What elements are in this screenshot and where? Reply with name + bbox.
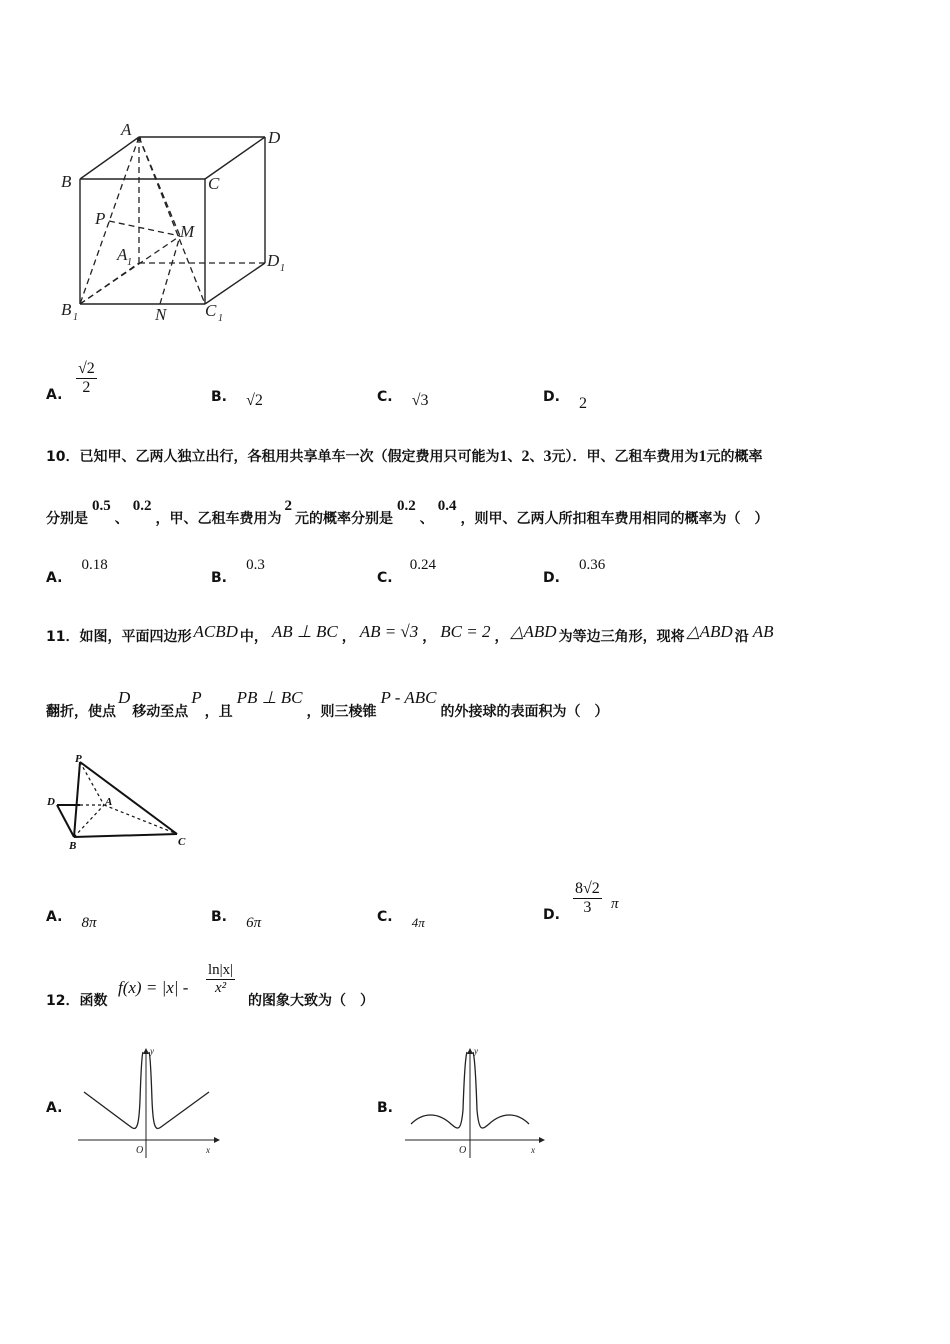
- q11-math-d: D: [118, 688, 131, 707]
- q11-option-d-fraction: [573, 880, 602, 917]
- q11-math-p: P: [191, 688, 202, 707]
- q10-sep-1: 、: [507, 449, 522, 465]
- q11-option-c-value: 4π: [411, 915, 425, 930]
- q9-option-d-label: D.: [543, 389, 560, 405]
- q10-option-c[interactable]: [377, 557, 436, 587]
- q10-option-c-value: 0.24: [409, 557, 436, 573]
- q12-graph-b-origin: O: [459, 1145, 467, 1156]
- q12-graph-b-axis-y: y: [474, 1046, 478, 1056]
- cube-label-m: M: [180, 222, 195, 241]
- q9-option-b[interactable]: [211, 386, 263, 409]
- q10-text-c: 元的概率: [706, 449, 763, 465]
- q11-math-acbd: ACBD: [193, 622, 238, 641]
- q10-option-b-value: 0.3: [246, 557, 265, 573]
- q11-fig-label-c: C: [178, 836, 186, 848]
- q9-option-c-label: C.: [377, 389, 393, 405]
- q11-fig-label-b: B: [69, 840, 77, 852]
- cube-label-a: A: [121, 120, 132, 139]
- q9-option-b-label: B.: [211, 389, 227, 405]
- q11-l2-d: ，则三棱锥: [306, 704, 377, 720]
- q12-text-a: 12．函数: [46, 993, 108, 1009]
- q11-option-b-value: 6π: [246, 915, 262, 931]
- q11-line-2: [46, 688, 609, 721]
- cube-label-c: C: [208, 174, 220, 193]
- cube-label-n: N: [155, 305, 167, 324]
- q9-option-c[interactable]: [377, 386, 429, 409]
- q9-option-a-numerator: √2: [78, 360, 95, 377]
- q12-graph-b: [403, 1040, 553, 1160]
- q10-option-a-value: 0.18: [81, 557, 108, 573]
- cube-label-a1: A: [117, 245, 128, 264]
- q12-stem: [46, 960, 466, 1020]
- cube-label-b1-sub: 1: [73, 312, 78, 323]
- q12-graph-a-origin: O: [136, 1145, 144, 1156]
- q9-option-a-denominator: 2: [82, 379, 91, 396]
- cube-label-d1-sub: 1: [280, 263, 285, 274]
- q12-option-a-label: A.: [46, 1100, 63, 1116]
- q11-option-d-label: D.: [543, 907, 560, 923]
- q11-l1-a: 11．如图，平面四边形: [46, 629, 192, 645]
- q12-graph-a-axis-x: x: [206, 1145, 210, 1155]
- cube-label-c1: C: [205, 301, 217, 320]
- q10-option-c-label: C.: [377, 570, 393, 586]
- q12-option-a[interactable]: [46, 1040, 226, 1160]
- q10-option-a-label: A.: [46, 570, 63, 586]
- q11-l1-c: ，: [341, 629, 356, 645]
- q10-l2-c: ，甲、乙租车费用为: [155, 511, 282, 527]
- q10-l2-a: 分别是: [46, 511, 88, 527]
- q10-sep-2: 、: [529, 449, 544, 465]
- q11-option-a[interactable]: [46, 906, 97, 931]
- q12-graph-a-axis-y: y: [150, 1046, 154, 1056]
- q10-prob-2: 0.2: [132, 498, 152, 514]
- q10-l2-f: ，则甲、乙两人所扣租车费用相同的概率为（ ）: [460, 511, 769, 527]
- q9-option-b-value: √2: [246, 392, 263, 409]
- q11-math-tri-abd-1: △ABD: [510, 622, 557, 641]
- q10-line-1: [46, 446, 762, 466]
- q10-num-4: 1: [698, 448, 707, 465]
- q11-figure: [44, 753, 204, 853]
- q9-option-d[interactable]: [543, 386, 588, 412]
- q11-option-b[interactable]: [211, 906, 262, 931]
- q10-option-a[interactable]: [46, 557, 108, 587]
- q11-option-d-pi: π: [611, 896, 619, 912]
- q11-l1-g: 沿: [734, 629, 749, 645]
- q11-line-1: [46, 622, 778, 646]
- q10-text-a: 10．已知甲、乙两人独立出行，各租用共享单车一次（假定费用只可能为: [46, 449, 500, 465]
- q10-line-2: [46, 498, 769, 528]
- q11-math-p-abc: P - ABC: [380, 688, 437, 707]
- q10-num-1: 1: [499, 448, 508, 465]
- q10-l2-b: 、: [114, 511, 129, 527]
- q11-option-b-label: B.: [211, 909, 227, 925]
- q10-prob-1: 0.5: [92, 498, 111, 514]
- q12-func-fraction: [206, 962, 235, 997]
- q12-text-b: 的图象大致为（ ）: [248, 993, 374, 1009]
- cube-figure: [55, 118, 295, 328]
- q9-option-a-fraction: [76, 360, 97, 397]
- q11-fig-label-p: P: [75, 753, 82, 765]
- q9-option-c-value: √3: [411, 392, 429, 409]
- q10-option-d-value: 0.36: [579, 557, 606, 573]
- q11-l1-e: ，: [494, 629, 509, 645]
- q11-option-d[interactable]: [543, 880, 663, 932]
- q10-l2-e: 、: [419, 511, 434, 527]
- q10-prob-4: 0.4: [437, 498, 457, 514]
- q11-option-d-denominator: 3: [583, 899, 592, 916]
- q10-num-3: 3: [543, 448, 552, 465]
- q11-option-c-label: C.: [377, 909, 393, 925]
- q11-math-pb-perp-bc: PB ⊥ BC: [236, 688, 303, 707]
- q11-math-ab-eq: AB = √3: [359, 622, 419, 641]
- q11-math-bc-eq: BC = 2: [440, 622, 491, 641]
- q10-option-b-label: B.: [211, 570, 227, 586]
- cube-label-p: P: [95, 209, 106, 228]
- q11-l2-c: ，且: [204, 704, 233, 720]
- cube-label-b1: B: [61, 300, 72, 319]
- q9-option-a-label: A.: [46, 387, 63, 403]
- q12-option-b-label: B.: [377, 1100, 393, 1116]
- q12-func-lhs: f(x) = |x| -: [118, 978, 189, 997]
- q12-graph-b-axis-x: x: [531, 1145, 535, 1155]
- q11-option-a-value: 8π: [81, 915, 97, 931]
- q10-num-5: 2: [284, 498, 292, 514]
- q11-l1-f: 为等边三角形，现将: [558, 629, 685, 645]
- q10-option-d-label: D.: [543, 570, 560, 586]
- q10-text-b: 元）．甲、乙租车费用为: [551, 449, 699, 465]
- q10-option-d[interactable]: [543, 557, 606, 587]
- q11-l1-d: ，: [422, 629, 437, 645]
- q11-l1-b: 中，: [239, 629, 268, 645]
- q11-option-d-numerator: 8√2: [575, 880, 600, 897]
- q11-option-a-label: A.: [46, 909, 63, 925]
- q10-num-2: 2: [521, 448, 530, 465]
- q12-func-numerator: ln|x|: [208, 962, 234, 978]
- q10-prob-3: 0.2: [397, 498, 416, 514]
- q11-math-ab-perp-bc: AB ⊥ BC: [271, 622, 338, 641]
- q11-l2-b: 移动至点: [132, 704, 189, 720]
- q11-fig-label-a: A: [105, 796, 113, 808]
- q12-func-denominator: x²: [215, 980, 227, 996]
- q11-fig-label-d: D: [47, 796, 55, 808]
- q11-math-ab: AB: [752, 622, 774, 641]
- q12-graph-a: [76, 1040, 226, 1160]
- cube-label-d: D: [268, 128, 281, 147]
- q10-l2-d: 元的概率分别是: [295, 511, 393, 527]
- cube-label-b: B: [61, 172, 72, 191]
- q11-l2-e: 的外接球的表面积为（ ）: [440, 704, 609, 720]
- q9-option-d-value: 2: [579, 395, 588, 412]
- q11-l2-a: 翻折，使点: [46, 704, 116, 720]
- cube-label-d1: D: [267, 251, 280, 270]
- cube-label-a1-sub: 1: [127, 257, 132, 268]
- cube-label-c1-sub: 1: [218, 313, 223, 324]
- q10-option-b[interactable]: [211, 557, 265, 587]
- q12-option-b[interactable]: [377, 1040, 557, 1160]
- q11-math-tri-abd-2: △ABD: [686, 622, 733, 641]
